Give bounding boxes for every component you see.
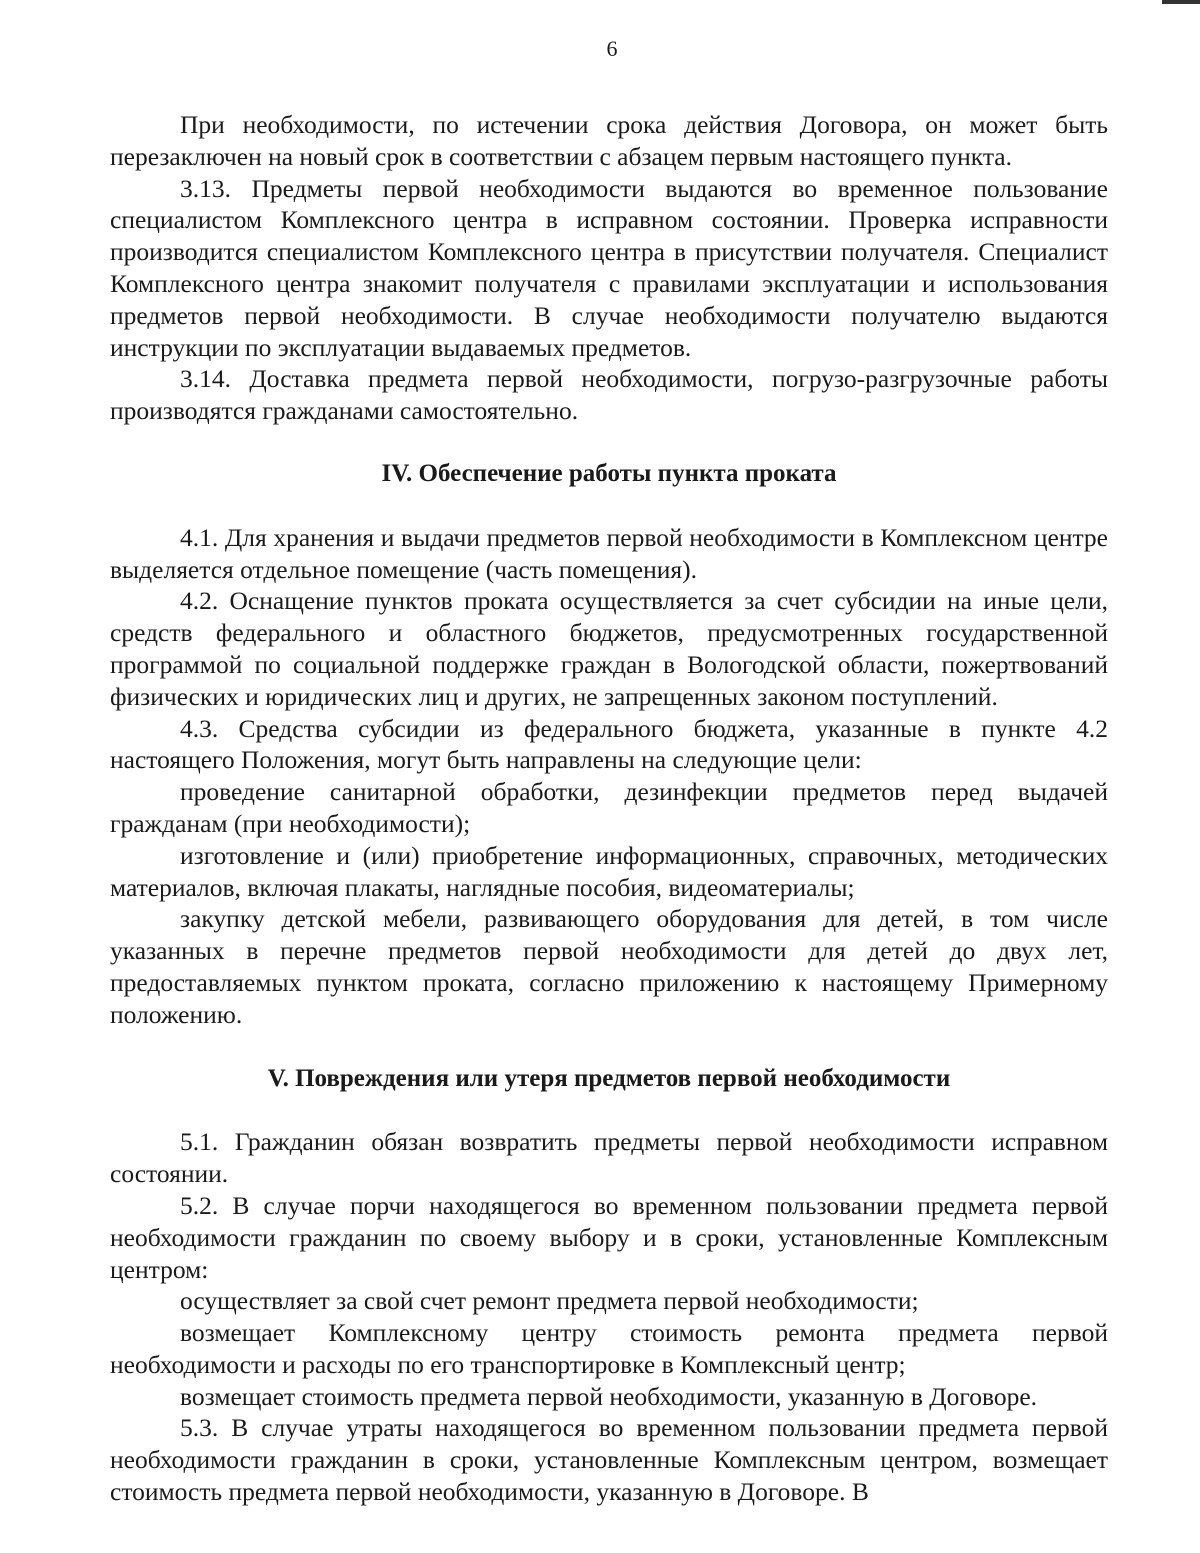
paragraph-5-1: 5.1. Гражданин обязан возвратить предметы первой необходимости исправном состоянии. [110, 1127, 1108, 1189]
section-4-title: IV. Обеспечение работы пункта проката [381, 459, 837, 487]
paragraph-3-13: 3.13. Предметы первой необходимости выдаются во временное пользование специалистом Комплексного центра в исправном состоянии. Проверка исправности производится специалистом Комплексного центра в присутствии получателя. Специалист Комплексного центра знакомит получателя с правилами эксплуатации и использования предметов первой необходимости. В случае необходимости получателю выдаются инструкции по эксплуатации выдаваемых предметов. [110, 173, 1108, 362]
paragraph-4-3-item-materials: изготовление и (или) приобретение информационных, справочных, методических материалов, включая плакаты, наглядные пособия, видеоматериалы; [110, 840, 1108, 902]
paragraph-4-3-item-sanitation: проведение санитарной обработки, дезинфекции предметов перед выдачей гражданам (при необходимости); [110, 777, 1108, 838]
scan-edge-mark [1162, 0, 1200, 4]
paragraph-4-3-item-furniture: закупку детской мебели, развивающего оборудования для детей, в том числе указанных в перечне предметов первой необходимости для детей до двух лет, предоставляемых пунктом проката, согласно приложению к настоящему Примерному положению. [110, 904, 1108, 1029]
page-number: 6 [606, 36, 618, 61]
paragraph-5-2-item-item-cost: возмещает стоимость предмета первой необходимости, указанную в Договоре. [180, 1381, 1038, 1411]
paragraph-5-2-item-repair-cost: возмещает Комплексному центру стоимость ремонта предмета первой необходимости и расходы по его транспортировке в Комплексный центр; [110, 1318, 1108, 1379]
paragraph-5-2-item-repair: осуществляет за свой счет ремонт предмета первой необходимости; [180, 1286, 919, 1316]
paragraph-4-3: 4.3. Средства субсидии из федерального бюджета, указанные в пункте 4.2 настоящего Положения, могут быть направлены на следующие цели: [110, 713, 1108, 775]
document-body [110, 109, 1108, 1508]
paragraph-5-2: 5.2. В случае порчи находящегося во временном пользовании предмета первой необходимости гражданин по своему выбору и в сроки, установленные Комплексным центром: [110, 1190, 1108, 1284]
paragraph-5-3: 5.3. В случае утраты находящегося во временном пользовании предмета первой необходимости гражданин в сроки, установленные Комплексным центром, возмещает стоимость предмета первой необходимости, указанную в Договоре. В [110, 1413, 1108, 1507]
paragraph-3-14: 3.14. Доставка предмета первой необходимости, погрузо-разгрузочные работы производятся гражданами самостоятельно. [110, 364, 1108, 426]
paragraph-contract-renewal: При необходимости, по истечении срока действия Договора, он может быть перезаключен на новый срок в соответствии с абзацем первым настоящего пункта. [110, 110, 1108, 171]
section-5-title: V. Повреждения или утеря предметов первой необходимости [267, 1064, 951, 1092]
paragraph-4-1: 4.1. Для хранения и выдачи предметов первой необходимости в Комплексном центре выделяется отдельное помещение (часть помещения). [110, 522, 1108, 584]
paragraph-4-2: 4.2. Оснащение пунктов проката осуществляется за счет субсидии на иные цели, средств федерального и областного бюджетов, предусмотренных государственной программой по социальной поддержке граждан в Вологодской области, пожертвований физических и юридических лиц и других, не запрещенных законом поступлений. [110, 586, 1108, 711]
